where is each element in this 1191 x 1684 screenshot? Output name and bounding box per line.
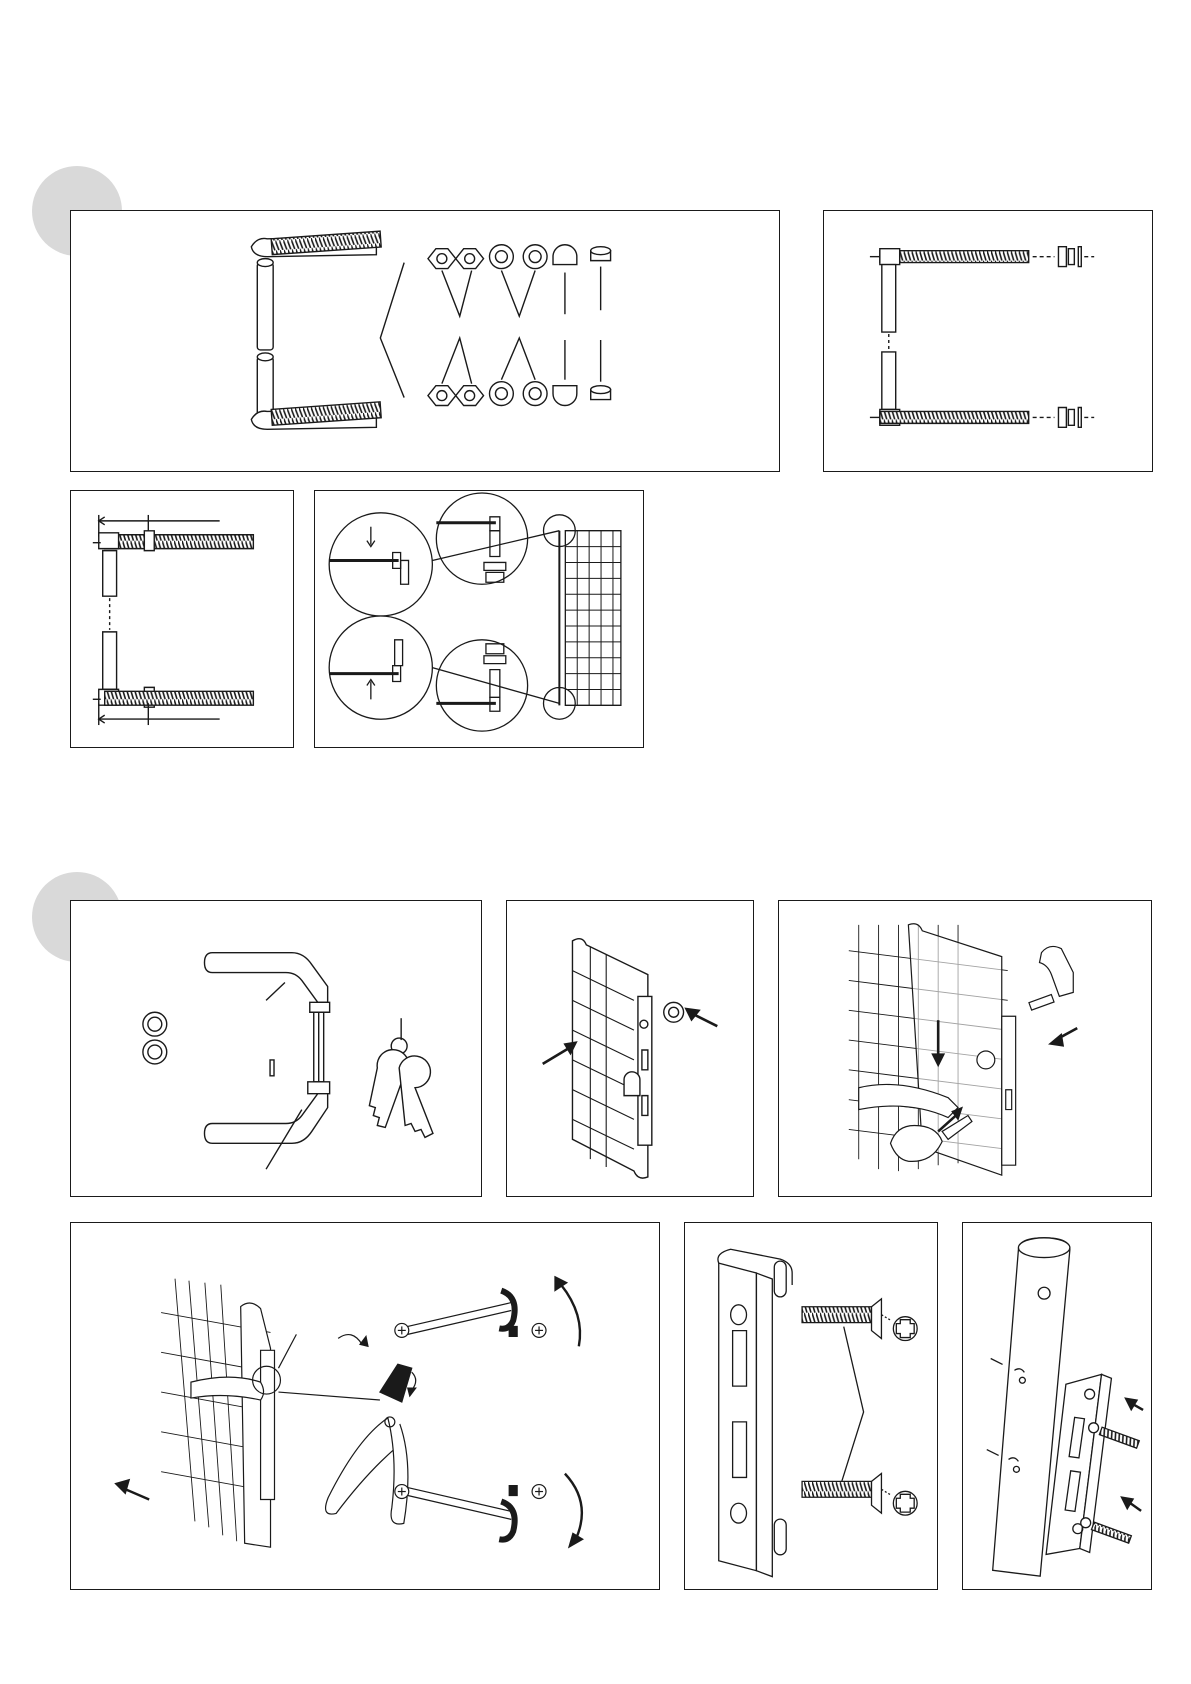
- lock-parts-panel: [70, 900, 482, 1197]
- hinge-distance-measure-icon: [71, 491, 293, 747]
- keeper-plate-screws-icon: [685, 1223, 937, 1589]
- lock-insert-panel: [506, 900, 754, 1197]
- hinge-exploded-view-icon: [824, 211, 1152, 471]
- hinge-bolts-nuts-washers-caps-icon: [71, 211, 779, 471]
- hinge-parts-panel: [70, 210, 780, 472]
- hinge-mounting-panel: [314, 490, 644, 748]
- pliers-handle-reversal-icon: [71, 1223, 659, 1589]
- handle-reverse-panel: [70, 1222, 660, 1590]
- keeper-mount-panel: [962, 1222, 1152, 1590]
- handle-and-key-fitting-icon: [779, 901, 1151, 1196]
- hinge-spacing-panel: [70, 490, 294, 748]
- hinge-mount-on-gate-detail-icon: [315, 491, 643, 747]
- lock-body-insert-caps-icon: [507, 901, 753, 1196]
- keeper-screws-panel: [684, 1222, 938, 1590]
- hinge-assembly-panel: [823, 210, 1153, 472]
- handles-keys-cylinder-caps-icon: [71, 901, 481, 1196]
- handle-fit-panel: [778, 900, 1152, 1197]
- keeper-mount-on-post-icon: [963, 1223, 1151, 1589]
